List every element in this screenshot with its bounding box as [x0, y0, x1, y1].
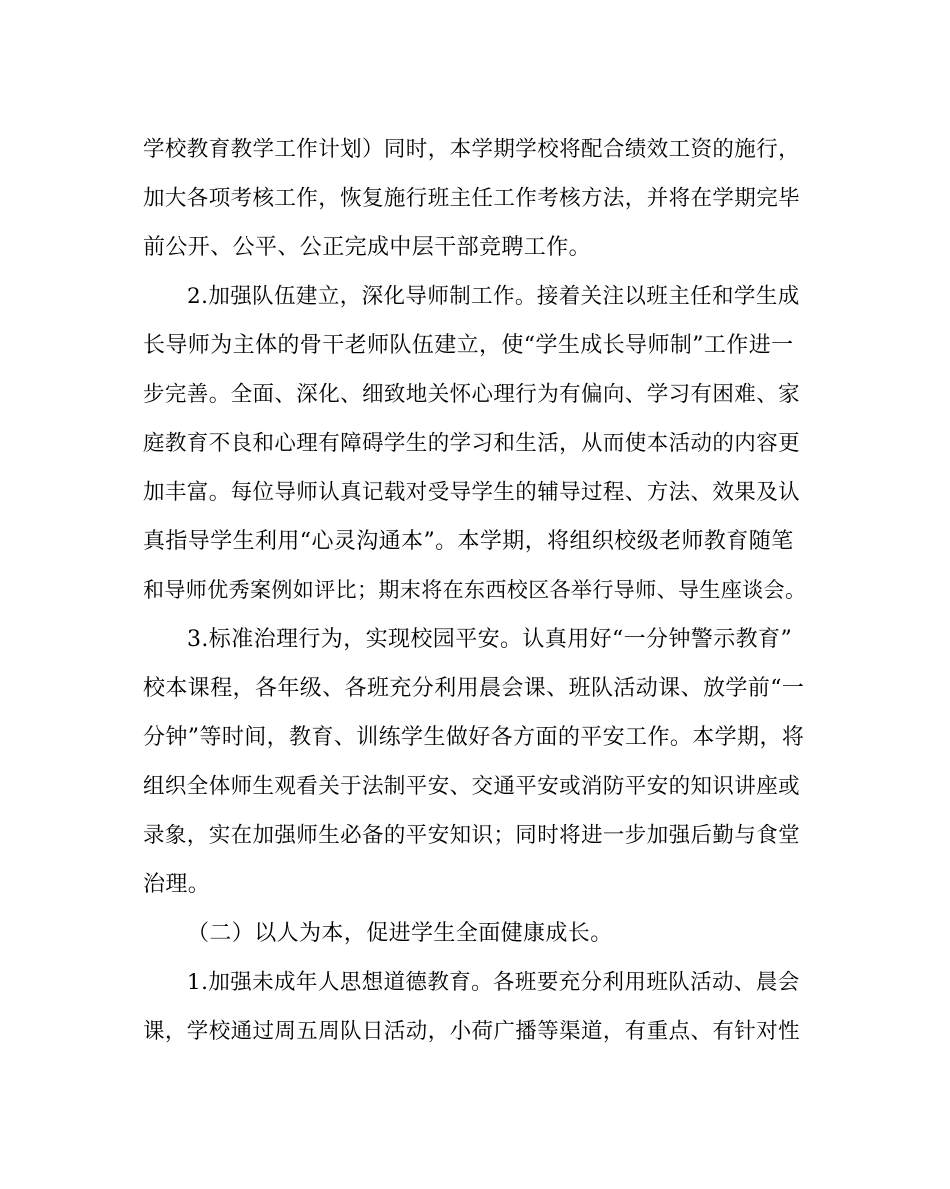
text-line: 庭教育不良和心理有障碍学生的学习和生活，从而使本活动的内容更 — [143, 431, 801, 456]
paragraph-start-line: 3.标准治理行为，实现校园平安。认真用好“一分钟警示教育” — [187, 627, 793, 652]
text-line: 真指导学生利用“心灵沟通本”。本学期，将组织校级老师教育随笔 — [143, 529, 794, 554]
text-line: 校本课程，各年级、各班充分利用晨会课、班队活动课、放学前“一 — [143, 676, 805, 701]
paragraph-start-line: 2.加强队伍建立，深化导师制工作。接着关注以班主任和学生成 — [187, 284, 800, 309]
text-line: 录象，实在加强师生必备的平安知识；同时将进一步加强后勤与食堂 — [143, 823, 801, 848]
text-line: 课，学校通过周五周队日活动，小荷广播等渠道，有重点、有针对性 — [143, 1019, 801, 1044]
section-heading: （二）以人为本，促进学生全面健康成长。 — [187, 921, 613, 946]
paragraph-start-line: 1.加强未成年人思想道德教育。各班要充分利用班队活动、晨会 — [187, 970, 800, 995]
text-line: 前公开、公平、公正完成中层干部竞聘工作。 — [143, 235, 592, 260]
text-line: 和导师优秀案例如评比；期末将在东西校区各举行导师、导生座谈会。 — [143, 578, 807, 602]
text-line: 步完善。全面、深化、细致地关怀心理行为有偏向、学习有困难、家 — [143, 382, 801, 407]
text-line: 学校教育教学工作计划）同时，本学期学校将配合绩效工资的施行， — [143, 137, 801, 162]
text-line: 组织全体师生观看关于法制平安、交通平安或消防平安的知识讲座或 — [143, 774, 801, 799]
text-line: 加丰富。每位导师认真记载对受导学生的辅导过程、方法、效果及认 — [143, 480, 801, 505]
text-line: 分钟”等时间，教育、训练学生做好各方面的平安工作。本学期，将 — [143, 725, 805, 750]
text-line: 治理。 — [143, 872, 211, 897]
text-line: 加大各项考核工作，恢复施行班主任工作考核方法，并将在学期完毕 — [143, 186, 801, 211]
document-body — [143, 125, 808, 1056]
text-line: 长导师为主体的骨干老师队伍建立，使“学生成长导师制”工作进一 — [143, 333, 794, 358]
